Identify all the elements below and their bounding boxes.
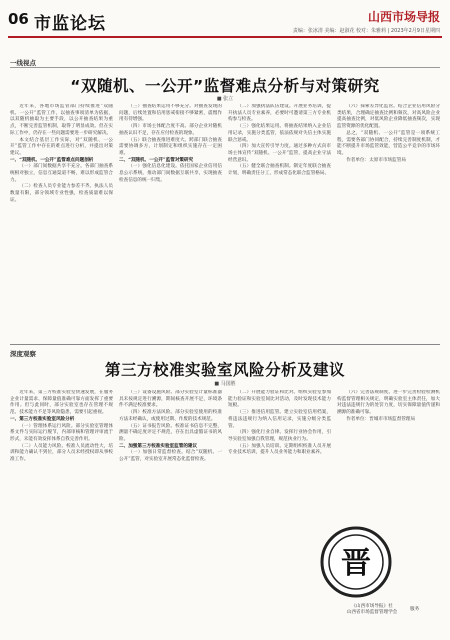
article1-tag: 一线视点 <box>10 59 36 67</box>
paragraph: （三）推进信用监管。建立实验室信用档案，将违法违规行为纳入信用记录，实施分级分类监管。 <box>228 410 331 429</box>
paragraph: （五）证书报告风险。校准证书信息不完整，测量不确定度评定不规范，存在出具虚假证书的风险。 <box>119 423 222 442</box>
paragraph: 二、加强第三方校准实验室监管的建议 <box>119 443 198 449</box>
article1-col <box>337 104 440 336</box>
paragraph: （三）设备设施风险。部分实验室计量标准器具未按规定进行溯源，期间核查开展不足，环境条件不满足校准要求。 <box>119 390 222 409</box>
page-header <box>0 0 450 42</box>
paragraph: （四）强化行业自律。发挥行业协会作用，引导实验室加强自我管理，规范执业行为。 <box>228 430 331 442</box>
editor-meta: 责编：张冰清 美编：赵淑花 校对：朱雅莉 | 2023年2月9日星期四 <box>292 28 440 34</box>
paragraph: 总之，“双随机、一公开”监管是一项系统工程，需要各部门协同配合，持续完善制度机制，才能不断提升市场监管效能，营造公平竞争的市场环境。 <box>337 130 440 156</box>
section-title: 市监论坛 <box>34 14 106 34</box>
article1-title: “双随机、一公开”监督难点分析与对策研究 <box>70 77 380 95</box>
article2-byline: ■ 马国胜 <box>214 381 236 387</box>
promo-caption <box>322 604 422 616</box>
paragraph: （六）完善法规制度。进一步完善检验检测机构监督管理相关规定，明确实验室主体责任，加大对违法违规行为的处罚力度，切实保障量值传递和溯源的准确可靠。 <box>337 390 440 416</box>
article2-col <box>119 390 222 636</box>
article1-tag-rule <box>10 67 440 68</box>
paragraph: （五）联合抽查推进难度大。跨部门联合抽查需要协调多方，计划制定和组织实施存在一定困难。 <box>119 137 222 156</box>
paragraph: （二）开展能力验证和比对。组织实验室参加能力验证和实验室间比对活动，及时发现技术能力短板。 <box>228 390 331 409</box>
paragraph: （四）市场主体配合度不高。部分企业对随机抽查认识不足，存在应付检查的现象。 <box>119 124 222 136</box>
article2-col <box>228 390 331 636</box>
paragraph: 作者单位：太原市市场监管局 <box>346 157 406 163</box>
paragraph: 一、第三方校准实验室风险分析 <box>10 416 75 422</box>
article2-col <box>10 390 113 636</box>
section-divider <box>10 344 440 345</box>
paragraph: （三）强化结果运用。将抽查结果纳入企业信用记录，实施分类监管，依法依规对失信主体实施联合惩戒。 <box>228 124 331 143</box>
seal-logo-icon <box>320 526 392 598</box>
paragraph: （一）强化信息化建设。依托国家企业信用信息公示系统，推动部门间数据互联共享，实现抽查检查信息的统一归集。 <box>119 164 222 183</box>
paragraph: （三）抽查结果运用不够充分。对抽查发现的问题，后续处置和信用惩戒衔接不够紧密，震慑作用有待增强。 <box>119 104 222 123</box>
page-number: 06 <box>8 10 29 28</box>
promo-side-text: 服务 <box>410 607 420 612</box>
paragraph: （五）健全联合抽查机制。制定年度联合抽查计划，明确责任分工，形成常态化联合监管格局。 <box>228 164 331 177</box>
newspaper-name: 山西市场导报 <box>367 10 440 24</box>
article1-col <box>119 104 222 336</box>
paragraph: （四）加大宣传引导力度。通过多种方式向市场主体宣传“双随机、一公开”监管，提高企业守法经营意识。 <box>228 144 331 163</box>
header-rule <box>8 36 442 38</box>
paragraph: 近年来，各地市场监管部门持续推进“双随机、一公开”监管工作，以抽查事项清单为依据，以双随机抽取为主要手段，以公开抽查结果为重点，不断完善监管机制，取得了明显成效。但在实际工作中，仍存在一些问题需要进一步研究解决。 <box>10 104 113 136</box>
article1-col <box>228 104 331 336</box>
paragraph: （二）加强执法队伍建设。开展业务培训，提升执法人员专业素养，必要时可邀请第三方专业机构参与检查。 <box>228 104 331 123</box>
paragraph: （一）部门间数据共享不充分。各部门抽查系统相对独立，信息互通渠道不畅，难以形成监管合力。 <box>10 164 113 183</box>
article2-title: 第三方校准实验室风险分析及建议 <box>104 361 345 379</box>
article1-col <box>10 104 113 336</box>
paragraph: 本文结合基层工作实际，对“双随机、一公开”监管工作中存在的难点进行分析，并提出对策建议。 <box>10 137 113 156</box>
paragraph: （二）检查人员专业能力参差不齐。执法人员数量有限，部分领域专业性强，检查质量难以保证。 <box>10 184 113 203</box>
paragraph: 近年来，第三方校准实验室快速发展，在服务企业计量需求、保障量值准确可靠方面发挥了重要作用。但与此同时，部分实验室也存在管理不规范、技术能力不足等风险隐患，需要引起重视。 <box>10 390 113 416</box>
paragraph: （四）校准方法风险。部分实验室使用的校准方法未经确认，或使用过期、作废的技术规范。 <box>119 410 222 422</box>
paragraph: （一）加强日常监督检查。结合“双随机、一公开”监管，对实验室开展常态化监督检查。 <box>119 450 222 463</box>
seal-glyph: 晋 <box>341 546 371 581</box>
paragraph: （二）人员能力风险。校准人员流动性大，培训和能力确认不到位，部分人员未经授权即从事校准工作。 <box>10 443 113 463</box>
paragraph: 作者单位：晋城市市场监督管理局 <box>346 416 416 422</box>
article2-body <box>10 390 440 636</box>
article2-col <box>337 390 440 518</box>
paragraph: （一）管理体系运行风险。部分实验室管理体系文件与实际运行脱节，内部审核和管理评审流于形式，未能有效发挥体系自我完善作用。 <box>10 423 113 442</box>
article1-body <box>10 104 440 336</box>
article1-byline: ■ 张立 <box>216 96 234 102</box>
article2-tag: 深度观察 <box>10 350 36 358</box>
paragraph: （五）加强人员培训。定期组织校准人员开展专业技术培训，提升人员业务能力和职业素养。 <box>228 443 331 456</box>
promo-caption-line2: 山西省市场监督管理学会 <box>346 610 398 615</box>
paragraph: 一、“双随机、一公开”监管难点问题剖析 <box>10 157 94 163</box>
paragraph: 二、“双随机、一公开”监管对策研究 <box>119 157 194 163</box>
promo-caption-line1: 《山西市场导报》社 <box>351 604 393 609</box>
paragraph: （六）探索差异化监管。结合企业信用风险分类结果，合理确定抽查比例和频次，对高风险企业提高抽查比例，对低风险企业降低抽查频次，实现监管资源的优化配置。 <box>337 104 440 130</box>
